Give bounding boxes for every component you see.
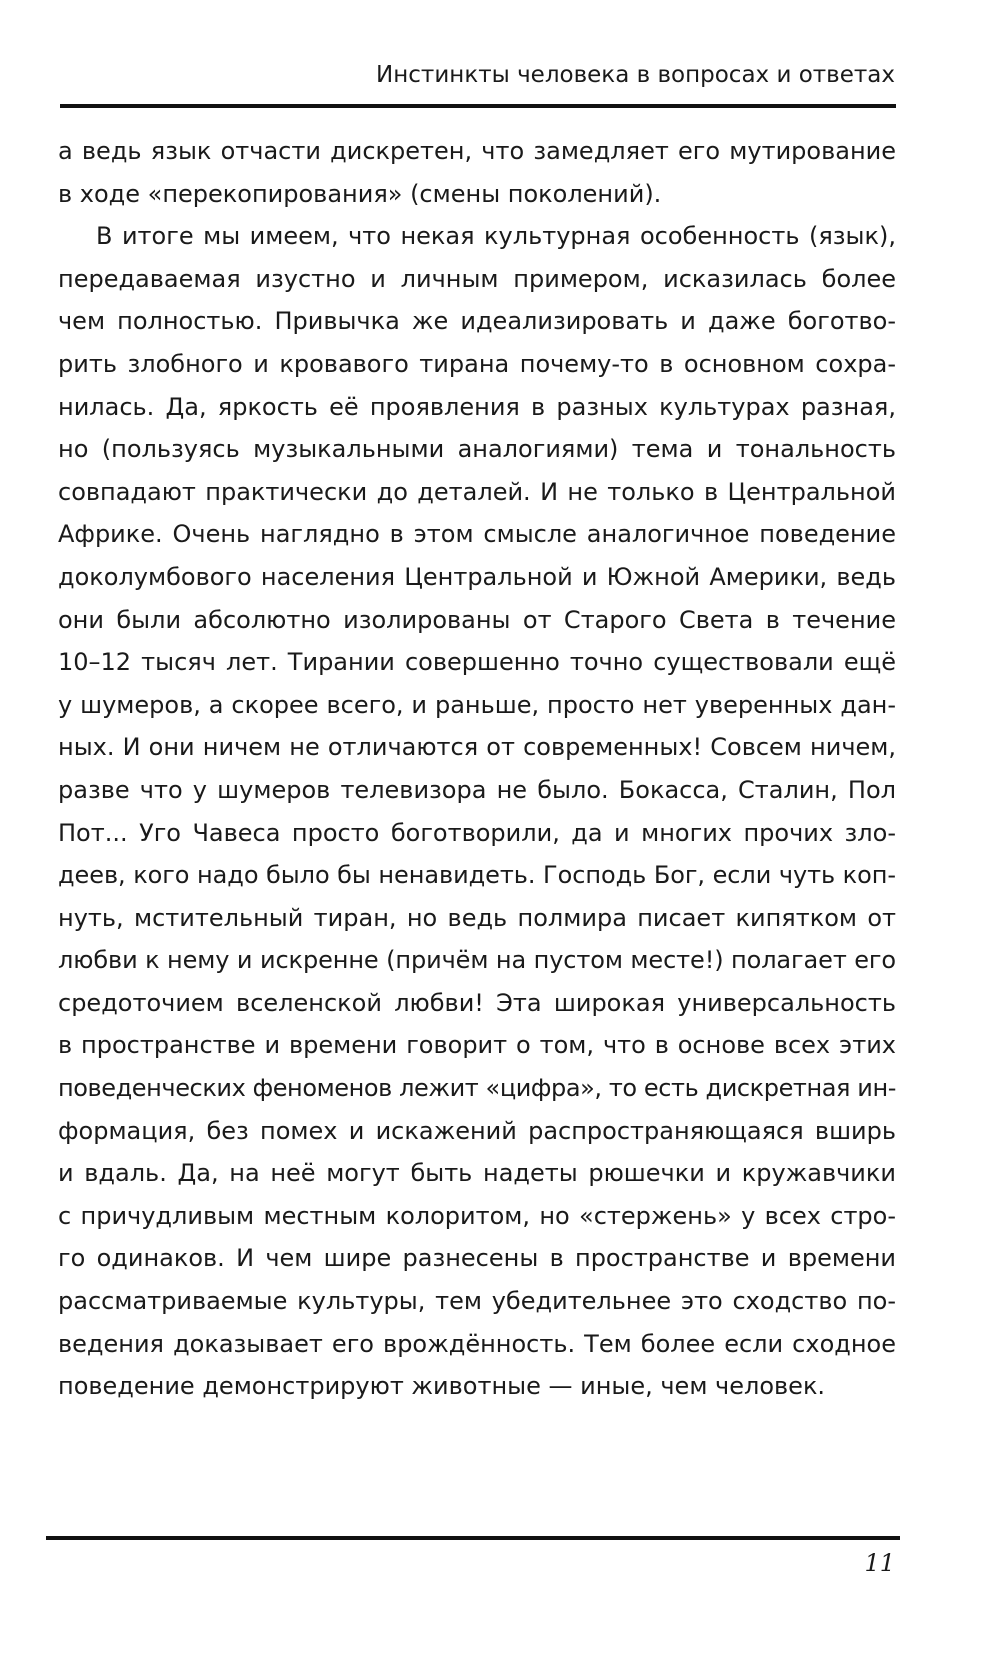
page-number: 11 <box>864 1549 895 1577</box>
text-line: рассматриваемые культуры, тем убедительнее это сходство по- <box>58 1287 896 1316</box>
text-line: ведения доказывает его врождённость. Тем более если сходное <box>58 1329 896 1358</box>
text-line: они были абсолютно изолированы от Старого Света в течение <box>58 605 896 634</box>
text-line: и вдаль. Да, на неё могут быть надеты рюшечки и кружавчики <box>58 1159 896 1188</box>
text-line: доколумбового населения Центральной и Южной Америки, ведь <box>58 562 896 591</box>
text-line: поведение демонстрируют животные — иные, чем человек. <box>58 1372 826 1401</box>
text-line: Пот... Уго Чавеса просто боготворили, да и многих прочих зло- <box>58 818 896 847</box>
running-title: Инстинкты человека в вопросах и ответах <box>376 62 895 88</box>
text-line: в ходе «перекопирования» (смены поколений). <box>58 179 662 208</box>
text-line: Африке. Очень наглядно в этом смысле аналогичное поведение <box>58 520 896 549</box>
text-line: у шумеров, а скорее всего, и раньше, просто нет уверенных дан- <box>58 690 896 719</box>
text-line: поведенческих феноменов лежит «цифра», то есть дискретная ин- <box>58 1074 896 1103</box>
text-line: с причудливым местным колоритом, но «стержень» у всех стро- <box>58 1201 896 1230</box>
text-line: совпадают практически до деталей. И не только в Центральной <box>58 477 896 506</box>
text-line: деев, кого надо было бы ненавидеть. Господь Бог, если чуть коп- <box>58 861 896 890</box>
text-line: В итоге мы имеем, что некая культурная особенность (язык), <box>96 222 896 251</box>
text-line: нилась. Да, яркость её проявления в разных культурах разная, <box>58 392 896 421</box>
text-line: в пространстве и времени говорит о том, что в основе всех этих <box>58 1031 896 1060</box>
footer-rule <box>46 1536 900 1540</box>
text-line: разве что у шумеров телевизора не было. Бокасса, Сталин, Пол <box>58 775 896 804</box>
text-line: 10–12 тысяч лет. Тирании совершенно точно существовали ещё <box>58 648 896 677</box>
body-text <box>58 130 896 1408</box>
text-line: средоточием вселенской любви! Эта широкая универсальность <box>58 988 896 1017</box>
text-line: чем полностью. Привычка же идеализировать и даже боготво- <box>58 307 896 336</box>
text-line: рить злобного и кровавого тирана почему-то в основном сохра- <box>58 349 896 378</box>
header-rule <box>60 104 896 108</box>
text-line: любви к нему и искренне (причём на пустом месте!) полагает его <box>58 946 896 975</box>
text-line: го одинаков. И чем шире разнесены в пространстве и времени <box>58 1244 896 1273</box>
text-line: нуть, мстительный тиран, но ведь полмира писает кипятком от <box>58 903 896 932</box>
text-line: а ведь язык отчасти дискретен, что замедляет его мутирование <box>58 137 896 165</box>
text-line: передаваемая изустно и личным примером, исказилась более <box>58 264 896 293</box>
text-line: но (пользуясь музыкальными аналогиями) тема и тональность <box>58 435 896 464</box>
text-line: ных. И они ничем не отличаются от современных! Совсем ничем, <box>58 733 896 762</box>
text-line: формация, без помех и искажений распространяющаяся вширь <box>58 1116 896 1145</box>
